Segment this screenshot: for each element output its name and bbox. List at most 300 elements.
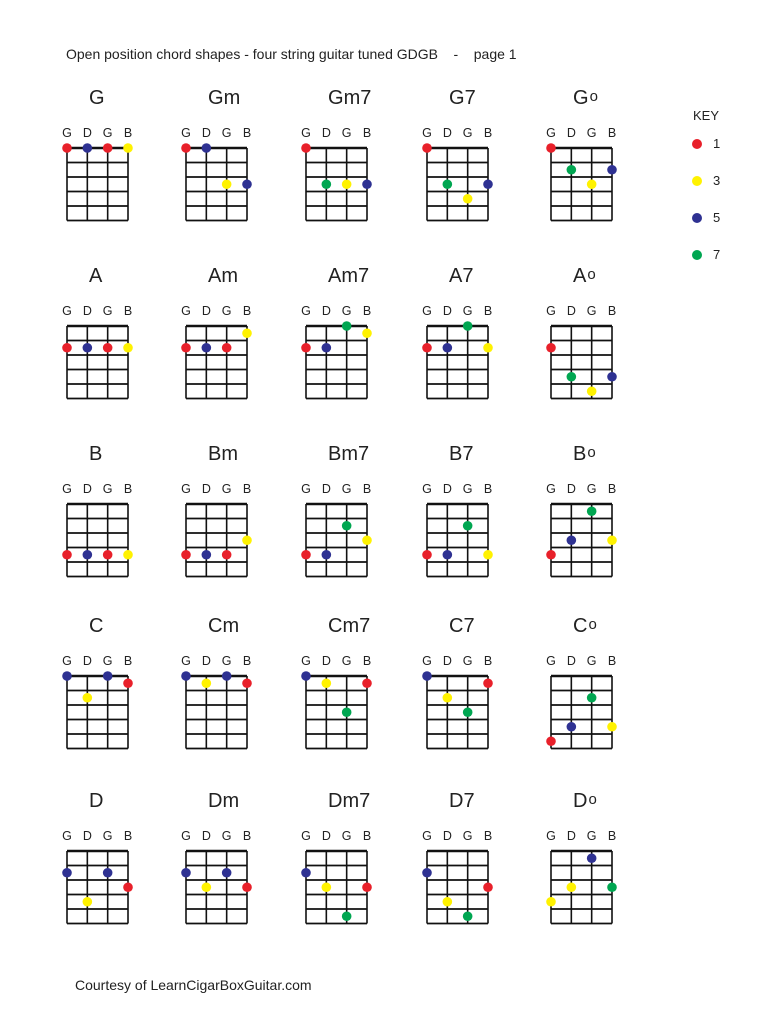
finger-dot-degree-3 xyxy=(587,179,597,189)
finger-dot-degree-3 xyxy=(222,179,232,189)
string-label: B xyxy=(123,126,133,140)
string-label: B xyxy=(123,654,133,668)
chord-root: D xyxy=(208,790,223,812)
finger-dot-degree-1 xyxy=(242,678,252,688)
footer-credit: Courtesy of LearnCigarBoxGuitar.com xyxy=(75,977,312,993)
string-label: G xyxy=(546,829,556,843)
chord-name-g7 xyxy=(449,87,476,110)
finger-dot-degree-7 xyxy=(342,321,352,331)
string-label: G xyxy=(586,126,597,140)
finger-dot-degree-3 xyxy=(202,882,212,892)
string-label: G xyxy=(586,654,597,668)
chord-diagram-d7 xyxy=(417,841,498,934)
string-label: G xyxy=(422,829,432,843)
chord-root: C xyxy=(449,615,464,637)
chord-diagram-bdim xyxy=(541,494,622,587)
chord-diagram-d xyxy=(57,841,138,934)
string-label: B xyxy=(242,654,252,668)
diminished-symbol: o xyxy=(588,791,597,808)
key-title: KEY xyxy=(693,108,720,123)
finger-dot-degree-5 xyxy=(422,868,432,878)
finger-dot-degree-5 xyxy=(443,343,453,353)
chord-diagram-adim xyxy=(541,316,622,409)
page-title: Open position chord shapes - four string guitar tuned GDGB - page 1 xyxy=(66,46,517,62)
finger-dot-degree-3 xyxy=(322,678,332,688)
chord-name-cm xyxy=(208,615,239,638)
finger-dot-degree-5 xyxy=(607,372,617,382)
chord-diagram-g xyxy=(57,138,138,231)
finger-dot-degree-5 xyxy=(322,343,332,353)
finger-dot-degree-7 xyxy=(342,521,352,531)
string-label: G xyxy=(341,304,352,318)
finger-dot-degree-3 xyxy=(202,678,212,688)
chord-name-cdim xyxy=(573,615,597,638)
string-label: G xyxy=(102,126,113,140)
finger-dot-degree-5 xyxy=(103,671,113,681)
chord-root: G xyxy=(89,87,105,109)
string-label: D xyxy=(442,304,452,318)
chord-quality: m xyxy=(221,265,239,287)
string-label: D xyxy=(566,654,576,668)
key-label: 7 xyxy=(713,247,721,262)
chord-root: A xyxy=(449,265,463,287)
finger-dot-degree-3 xyxy=(607,535,617,545)
chord-quality: m xyxy=(222,790,240,812)
finger-dot-degree-5 xyxy=(443,550,453,560)
chord-name-d7 xyxy=(449,790,475,813)
key-label: 3 xyxy=(713,173,721,188)
chord-name-gm7 xyxy=(328,87,371,110)
string-label: D xyxy=(201,126,211,140)
chord-root: B xyxy=(449,443,463,465)
string-label: D xyxy=(442,829,452,843)
chord-root: D xyxy=(449,790,464,812)
string-label: G xyxy=(462,126,473,140)
chord-root: A xyxy=(89,265,103,287)
string-label: D xyxy=(566,829,576,843)
finger-dot-degree-1 xyxy=(62,550,72,560)
string-label: G xyxy=(422,304,432,318)
string-label: B xyxy=(607,829,617,843)
string-label: D xyxy=(82,126,92,140)
finger-dot-degree-5 xyxy=(83,550,93,560)
string-label: B xyxy=(483,654,493,668)
chord-root: B xyxy=(89,443,103,465)
string-label: D xyxy=(201,482,211,496)
string-label: G xyxy=(462,482,473,496)
key-dot-yellow xyxy=(692,176,702,186)
finger-dot-degree-7 xyxy=(567,372,577,382)
key-label: 1 xyxy=(713,136,721,151)
chord-diagram-a xyxy=(57,316,138,409)
chord-name-c xyxy=(89,615,103,638)
string-label: D xyxy=(566,126,576,140)
finger-dot-degree-3 xyxy=(607,722,617,732)
string-label: D xyxy=(201,829,211,843)
chord-name-ddim xyxy=(573,790,597,813)
finger-dot-degree-5 xyxy=(83,343,93,353)
finger-dot-degree-7 xyxy=(587,693,597,703)
string-label: D xyxy=(82,482,92,496)
string-label: G xyxy=(586,482,597,496)
string-label: D xyxy=(82,654,92,668)
finger-dot-degree-7 xyxy=(463,521,473,531)
finger-dot-degree-5 xyxy=(222,868,232,878)
finger-dot-degree-5 xyxy=(62,671,72,681)
finger-dot-degree-5 xyxy=(181,671,191,681)
string-label: G xyxy=(546,126,556,140)
chord-quality: m7 xyxy=(342,615,371,637)
finger-dot-degree-5 xyxy=(322,550,332,560)
chord-diagram-g7 xyxy=(417,138,498,231)
string-label: G xyxy=(102,654,113,668)
string-label: D xyxy=(566,304,576,318)
chord-root: B xyxy=(573,443,587,465)
finger-dot-degree-5 xyxy=(567,535,577,545)
finger-dot-degree-5 xyxy=(202,343,212,353)
finger-dot-degree-1 xyxy=(362,882,372,892)
finger-dot-degree-1 xyxy=(301,550,311,560)
string-label: B xyxy=(483,304,493,318)
finger-dot-degree-5 xyxy=(607,165,617,175)
string-label: B xyxy=(362,126,372,140)
string-label: B xyxy=(242,829,252,843)
string-label: G xyxy=(102,482,113,496)
string-label: G xyxy=(546,304,556,318)
finger-dot-degree-5 xyxy=(362,179,372,189)
finger-dot-degree-5 xyxy=(242,179,252,189)
finger-dot-degree-5 xyxy=(181,868,191,878)
chord-root: G xyxy=(208,87,224,109)
chord-name-a xyxy=(89,265,102,288)
string-label: G xyxy=(181,304,191,318)
string-label: G xyxy=(181,654,191,668)
finger-dot-degree-5 xyxy=(483,179,493,189)
finger-dot-degree-1 xyxy=(422,550,432,560)
finger-dot-degree-3 xyxy=(123,550,133,560)
finger-dot-degree-3 xyxy=(443,897,453,907)
finger-dot-degree-3 xyxy=(567,882,577,892)
chord-quality: 7 xyxy=(464,87,476,109)
chord-quality: 7 xyxy=(463,790,475,812)
finger-dot-degree-5 xyxy=(202,143,212,153)
finger-dot-degree-7 xyxy=(463,911,473,921)
chord-root: C xyxy=(573,615,588,637)
finger-dot-degree-7 xyxy=(463,707,473,717)
chord-name-bdim xyxy=(573,443,596,466)
finger-dot-degree-1 xyxy=(222,343,232,353)
string-label: D xyxy=(201,654,211,668)
key-item-3 xyxy=(690,173,750,189)
finger-dot-degree-3 xyxy=(83,897,93,907)
string-label: G xyxy=(301,482,311,496)
finger-dot-degree-1 xyxy=(242,882,252,892)
finger-dot-degree-7 xyxy=(587,506,597,516)
finger-dot-degree-1 xyxy=(362,678,372,688)
chord-diagram-ddim xyxy=(541,841,622,934)
string-label: G xyxy=(462,304,473,318)
string-label: G xyxy=(62,654,72,668)
string-label: D xyxy=(82,829,92,843)
key-item-7 xyxy=(690,247,750,263)
finger-dot-degree-3 xyxy=(483,550,493,560)
string-label: B xyxy=(242,482,252,496)
string-label: B xyxy=(362,829,372,843)
finger-dot-degree-1 xyxy=(103,550,113,560)
chord-diagram-cm7 xyxy=(296,666,377,759)
finger-dot-degree-7 xyxy=(342,911,352,921)
chord-root: D xyxy=(328,790,343,812)
chord-name-g xyxy=(89,87,105,110)
chord-root: G xyxy=(573,87,589,109)
finger-dot-degree-3 xyxy=(123,343,133,353)
finger-dot-degree-1 xyxy=(222,550,232,560)
string-label: G xyxy=(181,482,191,496)
finger-dot-degree-5 xyxy=(301,671,311,681)
chord-diagram-b xyxy=(57,494,138,587)
finger-dot-degree-3 xyxy=(362,535,372,545)
finger-dot-degree-3 xyxy=(123,143,133,153)
string-label: G xyxy=(102,304,113,318)
chord-root: C xyxy=(328,615,343,637)
string-label: D xyxy=(321,482,331,496)
finger-dot-degree-3 xyxy=(242,328,252,338)
string-label: G xyxy=(102,829,113,843)
string-label: G xyxy=(62,482,72,496)
chord-name-b xyxy=(89,443,102,466)
string-label: G xyxy=(221,126,232,140)
finger-dot-degree-5 xyxy=(422,671,432,681)
chord-name-am7 xyxy=(328,265,369,288)
finger-dot-degree-5 xyxy=(301,868,311,878)
finger-dot-degree-1 xyxy=(546,143,556,153)
string-label: G xyxy=(181,126,191,140)
chord-diagram-c7 xyxy=(417,666,498,759)
chord-root: B xyxy=(208,443,222,465)
finger-dot-degree-1 xyxy=(546,343,556,353)
string-label: G xyxy=(301,126,311,140)
string-label: G xyxy=(181,829,191,843)
string-label: G xyxy=(462,654,473,668)
finger-dot-degree-3 xyxy=(362,328,372,338)
string-label: D xyxy=(321,829,331,843)
string-label: G xyxy=(221,829,232,843)
string-label: D xyxy=(566,482,576,496)
finger-dot-degree-1 xyxy=(62,343,72,353)
chord-root: D xyxy=(89,790,104,812)
string-label: G xyxy=(546,482,556,496)
chord-name-d xyxy=(89,790,103,813)
chord-name-cm7 xyxy=(328,615,370,638)
string-label: B xyxy=(123,482,133,496)
finger-dot-degree-1 xyxy=(301,343,311,353)
string-label: B xyxy=(123,304,133,318)
string-label: B xyxy=(483,482,493,496)
finger-dot-degree-7 xyxy=(342,707,352,717)
key-item-5 xyxy=(690,210,750,226)
string-label: B xyxy=(242,304,252,318)
key-label: 5 xyxy=(713,210,721,225)
string-label: G xyxy=(341,829,352,843)
string-label: B xyxy=(362,654,372,668)
finger-dot-degree-7 xyxy=(567,165,577,175)
finger-dot-degree-7 xyxy=(443,179,453,189)
finger-dot-degree-3 xyxy=(342,179,352,189)
finger-dot-degree-1 xyxy=(181,343,191,353)
diminished-symbol: o xyxy=(588,616,597,633)
chord-name-gm xyxy=(208,87,240,110)
string-label: G xyxy=(221,304,232,318)
string-label: B xyxy=(607,654,617,668)
chord-diagram-bm xyxy=(176,494,257,587)
finger-dot-degree-3 xyxy=(546,897,556,907)
chord-root: A xyxy=(328,265,342,287)
chord-quality: m7 xyxy=(343,87,372,109)
string-label: B xyxy=(607,304,617,318)
finger-dot-degree-1 xyxy=(123,678,133,688)
finger-dot-degree-1 xyxy=(422,343,432,353)
string-label: B xyxy=(607,482,617,496)
string-label: G xyxy=(586,304,597,318)
string-label: B xyxy=(362,482,372,496)
chord-quality: 7 xyxy=(462,265,474,287)
chord-quality: m7 xyxy=(342,790,371,812)
finger-dot-degree-7 xyxy=(463,321,473,331)
chord-root: B xyxy=(328,443,342,465)
chord-diagram-am xyxy=(176,316,257,409)
finger-dot-degree-5 xyxy=(202,550,212,560)
chord-name-bm7 xyxy=(328,443,369,466)
chord-diagram-gm xyxy=(176,138,257,231)
finger-dot-degree-1 xyxy=(181,143,191,153)
key-item-1 xyxy=(690,136,750,152)
diminished-symbol: o xyxy=(589,88,598,105)
string-label: D xyxy=(321,304,331,318)
string-label: G xyxy=(341,126,352,140)
finger-dot-degree-1 xyxy=(483,678,493,688)
chord-quality: m xyxy=(223,87,241,109)
chord-quality: 7 xyxy=(462,443,474,465)
string-label: D xyxy=(201,304,211,318)
string-label: D xyxy=(442,126,452,140)
string-label: B xyxy=(123,829,133,843)
finger-dot-degree-5 xyxy=(62,868,72,878)
string-label: G xyxy=(422,126,432,140)
finger-dot-degree-3 xyxy=(83,693,93,703)
finger-dot-degree-1 xyxy=(546,736,556,746)
finger-dot-degree-3 xyxy=(242,535,252,545)
key-dot-green xyxy=(692,250,702,260)
chord-diagram-bm7 xyxy=(296,494,377,587)
string-label: G xyxy=(301,654,311,668)
string-label: G xyxy=(546,654,556,668)
chord-quality: 7 xyxy=(463,615,475,637)
chord-name-a7 xyxy=(449,265,473,288)
chord-diagram-cdim xyxy=(541,666,622,759)
finger-dot-degree-3 xyxy=(322,882,332,892)
chord-root: C xyxy=(89,615,104,637)
string-label: G xyxy=(62,829,72,843)
finger-dot-degree-5 xyxy=(222,671,232,681)
diminished-symbol: o xyxy=(587,266,596,283)
chord-diagram-dm xyxy=(176,841,257,934)
string-label: D xyxy=(442,654,452,668)
finger-dot-degree-3 xyxy=(443,693,453,703)
string-label: G xyxy=(422,482,432,496)
chord-diagram-cm xyxy=(176,666,257,759)
chord-name-b7 xyxy=(449,443,473,466)
chord-root: A xyxy=(573,265,587,287)
chord-diagram-gm7 xyxy=(296,138,377,231)
finger-dot-degree-5 xyxy=(587,853,597,863)
chord-diagram-c xyxy=(57,666,138,759)
string-label: G xyxy=(62,304,72,318)
finger-dot-degree-5 xyxy=(103,868,113,878)
string-label: D xyxy=(442,482,452,496)
chord-root: C xyxy=(208,615,223,637)
chord-name-dm7 xyxy=(328,790,370,813)
chord-quality: m xyxy=(221,443,239,465)
chord-root: A xyxy=(208,265,222,287)
string-label: G xyxy=(341,482,352,496)
chord-root: G xyxy=(328,87,344,109)
finger-dot-degree-1 xyxy=(483,882,493,892)
finger-dot-degree-1 xyxy=(422,143,432,153)
chord-quality: m xyxy=(222,615,240,637)
string-label: B xyxy=(362,304,372,318)
finger-dot-degree-1 xyxy=(103,143,113,153)
color-key xyxy=(690,106,750,276)
chord-name-am xyxy=(208,265,238,288)
finger-dot-degree-3 xyxy=(463,194,473,204)
string-label: D xyxy=(82,304,92,318)
finger-dot-degree-5 xyxy=(83,143,93,153)
chord-quality: m7 xyxy=(341,443,370,465)
chord-diagram-gdim xyxy=(541,138,622,231)
string-label: B xyxy=(607,126,617,140)
chord-quality: m7 xyxy=(341,265,370,287)
string-label: G xyxy=(221,482,232,496)
string-label: G xyxy=(62,126,72,140)
string-label: G xyxy=(301,829,311,843)
string-label: D xyxy=(321,126,331,140)
chord-name-adim xyxy=(573,265,596,288)
finger-dot-degree-1 xyxy=(546,550,556,560)
chord-diagram-b7 xyxy=(417,494,498,587)
string-label: B xyxy=(242,126,252,140)
chord-root: G xyxy=(449,87,465,109)
finger-dot-degree-1 xyxy=(123,882,133,892)
string-label: G xyxy=(301,304,311,318)
finger-dot-degree-7 xyxy=(322,179,332,189)
key-dot-red xyxy=(692,139,702,149)
finger-dot-degree-1 xyxy=(62,143,72,153)
string-label: D xyxy=(321,654,331,668)
string-label: G xyxy=(462,829,473,843)
diminished-symbol: o xyxy=(587,444,596,461)
string-label: G xyxy=(422,654,432,668)
chord-name-gdim xyxy=(573,87,598,110)
finger-dot-degree-1 xyxy=(103,343,113,353)
finger-dot-degree-3 xyxy=(483,343,493,353)
string-label: B xyxy=(483,126,493,140)
chord-root: D xyxy=(573,790,588,812)
finger-dot-degree-3 xyxy=(587,386,597,396)
chord-diagram-dm7 xyxy=(296,841,377,934)
chord-diagram-am7 xyxy=(296,316,377,409)
string-label: B xyxy=(483,829,493,843)
chord-diagram-a7 xyxy=(417,316,498,409)
